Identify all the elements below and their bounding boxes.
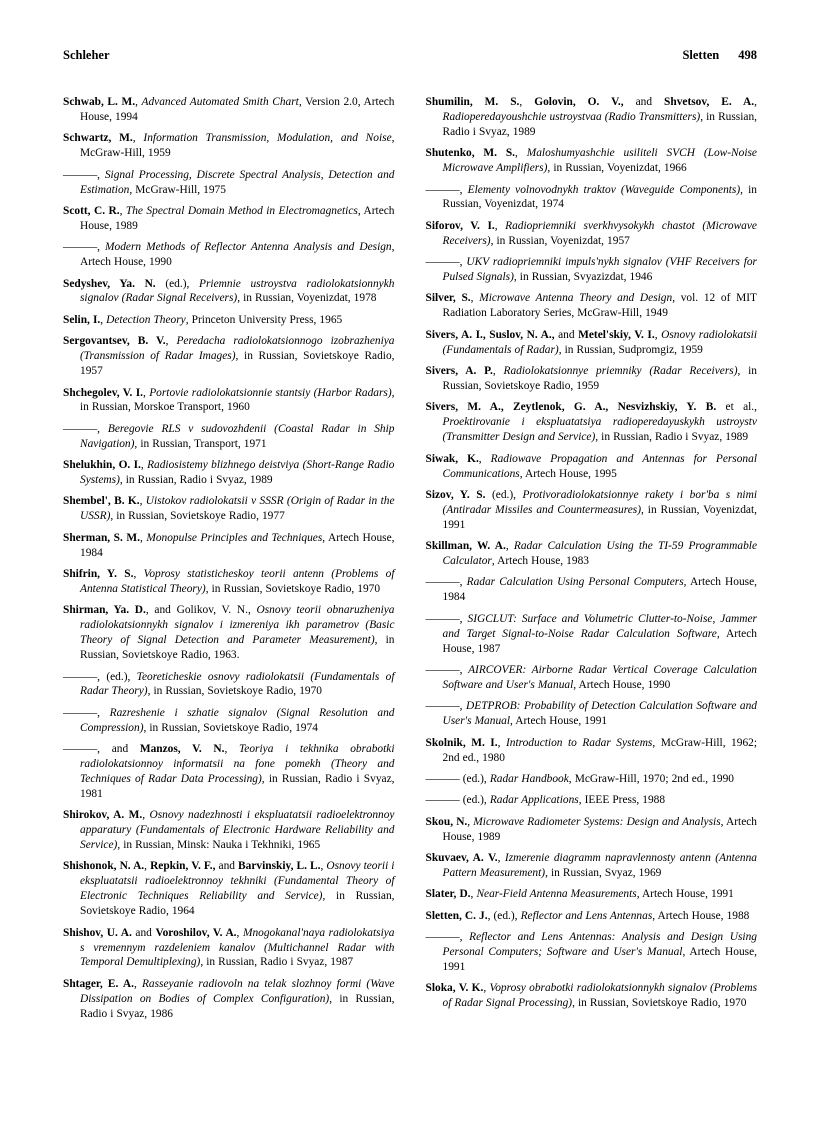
entry-segment: , <box>165 335 177 348</box>
entry-segment: ———, and <box>63 743 140 756</box>
bibliography-entry <box>426 95 758 140</box>
entry-segment: Repkin, V. F., <box>150 860 216 873</box>
bibliography-entry <box>63 531 395 561</box>
entry-segment: Signal Processing, Discrete Spectral Analysis, Detection and Estimation <box>80 168 395 196</box>
bibliography-entry <box>63 567 395 597</box>
entry-segment: Uistokov radiolokatsii v SSSR (Origin of Radar in the USSR) <box>80 495 395 523</box>
entry-segment: SIGCLUT: Surface and Volumetric Clutter-to-Noise, Jammer and Target Signal-to-Noise Radar Calculation Software <box>442 612 757 640</box>
entry-segment: Priemnie ustroystva radiolokatsionnykh signalov (Radar Signal Receivers) <box>80 277 395 305</box>
entry-segment: , in Russian, Voyenizdat, 1957 <box>490 234 630 247</box>
entry-segment: , in Russian, Sovietskoye Radio, 1970 <box>205 582 381 595</box>
entry-segment: , in Russian, Radio i Svyaz, 1989 <box>595 431 749 444</box>
entry-segment: , in Russian, Svyazizdat, 1946 <box>513 271 653 284</box>
running-header <box>63 48 757 62</box>
entry-segment: , in Russian, Svyaz, 1969 <box>545 866 662 879</box>
entry-segment: , Princeton University Press, 1965 <box>185 313 343 326</box>
entry-segment: Izmerenie diagramm napravlennosty antenn (Antenna Pattern Measurement) <box>442 852 757 879</box>
bibliography-entry <box>63 603 395 663</box>
entry-segment: Sedyshev, Ya. N. <box>63 277 156 290</box>
entry-segment: Microwave Radiometer Systems: Design and Analysis <box>473 815 721 828</box>
bibliography-entry <box>63 706 395 736</box>
bibliography-entry <box>426 772 758 787</box>
entry-segment: , in Russian, Sovietskoye Radio, 1974 <box>143 721 318 734</box>
page-number: 498 <box>738 48 757 62</box>
bibliography-entry <box>426 815 758 845</box>
entry-segment: Shelukhin, O. I. <box>63 459 141 472</box>
entry-segment: , <box>519 96 535 108</box>
bibliography-entry <box>426 364 758 394</box>
entry-segment: , in Russian, Sudpromgiz, 1959 <box>558 343 703 356</box>
entry-segment: AIRCOVER: Airborne Radar Vertical Coverage Calculation Software and User's Manual <box>442 664 757 691</box>
entry-segment: Skou, N. <box>425 815 468 828</box>
bibliography-columns <box>63 95 757 1028</box>
entry-segment: , IEEE Press, 1988 <box>578 794 666 807</box>
entry-segment: and <box>623 96 665 108</box>
bibliography-entry <box>426 612 758 657</box>
entry-segment: Radar Calculation Using Personal Computers <box>466 576 684 589</box>
bibliography-entry <box>63 859 395 919</box>
entry-segment: Shifrin, Y. S. <box>63 568 134 581</box>
bibliography-entry <box>63 422 395 452</box>
bibliography-entry <box>63 926 395 971</box>
entry-segment: ———, <box>425 576 467 589</box>
entry-segment: , Artech House, 1988 <box>652 909 750 922</box>
entry-segment: Barvinskiy, L. L. <box>238 860 321 873</box>
entry-segment: Radiosistemy blizhnego deistviya (Short-Range Radio Systems) <box>80 459 395 487</box>
entry-segment: Reflector and Lens Antennas <box>520 909 653 922</box>
entry-segment: , <box>470 888 477 901</box>
entry-segment: ———, <box>63 422 108 435</box>
entry-segment: , Artech House, 1991 <box>442 946 757 973</box>
entry-segment: Peredacha radiolokatsionnogo izobrazheniya (Transmission of Radar Images) <box>80 335 395 363</box>
entry-segment: , <box>139 495 146 508</box>
entry-segment: Skuvaev, A. V. <box>425 852 498 865</box>
entry-segment: ———, <box>425 700 467 713</box>
bibliography-entry <box>426 539 758 569</box>
entry-segment: , in Russian, Voyenizdat, 1978 <box>237 292 377 305</box>
bibliography-entry <box>426 663 758 693</box>
entry-segment: Sherman, S. M. <box>63 531 140 544</box>
entry-segment: , in Russian, Voyenizdat, 1991 <box>442 503 758 531</box>
entry-segment: (ed.), <box>155 277 200 290</box>
entry-segment: ———, <box>63 241 106 254</box>
entry-segment: , McGraw-Hill, 1962; 2nd ed., 1980 <box>442 736 758 764</box>
entry-segment: Siforov, V. I. <box>425 219 495 232</box>
entry-segment: Metel'skiy, V. I. <box>578 328 655 341</box>
entry-segment: , <box>497 852 505 865</box>
entry-segment: Skolnik, M. I. <box>425 736 498 749</box>
entry-segment: , <box>100 313 107 326</box>
bibliography-entry <box>63 168 395 198</box>
bibliography-entry <box>426 930 758 975</box>
bibliography-entry <box>63 131 395 161</box>
entry-segment: ———, <box>425 183 468 196</box>
entry-segment: Microwave Antenna Theory and Design <box>479 292 673 305</box>
bibliography-entry <box>426 981 758 1011</box>
entry-segment: , <box>133 977 142 990</box>
entry-segment: Shvetsov, E. A. <box>664 96 755 108</box>
entry-segment: Portovie radiolokatsionnie stantsiy (Harbor Radars) <box>149 386 392 399</box>
entry-segment: , <box>132 132 144 145</box>
entry-segment: Modern Methods of Reflector Antenna Analysis and Design <box>105 241 392 254</box>
entry-segment: Sloka, V. K. <box>425 982 484 995</box>
entry-segment: , <box>119 204 126 217</box>
entry-segment: , Artech House, 1989 <box>80 204 395 232</box>
entry-segment: Shtager, E. A. <box>63 977 134 990</box>
entry-segment: Near-Field Antenna Measurements <box>476 888 637 901</box>
entry-segment: , Artech House, 1984 <box>442 576 758 604</box>
bibliography-entry <box>63 494 395 524</box>
entry-segment: ———, <box>425 931 470 944</box>
entry-segment: Shishov, U. A. <box>63 926 132 939</box>
entry-segment: , <box>654 328 662 341</box>
entry-segment: , in Russian, Sovietskoye Radio, 1970 <box>572 997 747 1010</box>
header-author-left: Schleher <box>63 48 110 62</box>
entry-segment: and <box>131 926 156 939</box>
entry-segment: , in Russian, Sovietskoye Radio, 1964 <box>80 890 395 918</box>
entry-segment: , Artech House, 1995 <box>519 467 617 480</box>
bibliography-entry <box>426 909 758 924</box>
entry-segment: Sergovantsev, B. V. <box>63 335 166 348</box>
entry-segment: Proektirovanie i ekspluatatsiya radioperedayuskykh ustroystv (Transmitter Design and Service) <box>442 416 757 444</box>
entry-segment: , <box>320 860 327 873</box>
entry-segment: Shirman, Ya. D. <box>63 604 146 617</box>
bibliography-entry <box>426 328 758 358</box>
bibliography-entry <box>426 887 758 902</box>
entry-segment: Scott, C. R. <box>63 204 120 217</box>
entry-segment: DETPROB: Probability of Detection Calculation Software and User's Manual <box>442 700 757 728</box>
entry-segment: , in Russian, Voyenizdat, 1974 <box>442 183 757 211</box>
entry-segment: Skillman, W. A. <box>425 540 506 553</box>
column-right <box>426 95 758 1028</box>
entry-segment: , and Golikov, V. N., <box>145 604 257 617</box>
entry-segment: The Spectral Domain Method in Electromagnetics <box>125 204 358 217</box>
entry-segment: Siwak, K. <box>425 452 479 465</box>
entry-segment: , <box>492 365 504 378</box>
entry-segment: , (ed.), <box>487 909 521 922</box>
header-author-right: Sletten <box>682 48 720 62</box>
entry-segment: , Artech House, 1983 <box>491 555 589 568</box>
entry-segment: Maloshumyashchie usiliteli SVCH (Low-Noise Microwave Amplifiers) <box>442 147 757 175</box>
entry-segment: , in Russian, Sovietskoye Radio, 1970 <box>147 685 322 698</box>
entry-segment: Teoriya i tekhnika obrabotki radiolokatsionnoy informatsii na fone pomekh (Theory and Techniques of Radar Data Processing) <box>80 743 395 785</box>
entry-segment: , <box>494 219 506 232</box>
entry-segment: , <box>140 459 148 472</box>
entry-segment: , in Russian, Voyenizdat, 1966 <box>547 162 687 175</box>
entry-segment: Voprosy obrabotki radiolokatsionnykh signalov (Problems of Radar Signal Processing) <box>442 982 757 1010</box>
entry-segment: , <box>139 531 147 544</box>
entry-segment: Radar Applications <box>489 794 579 807</box>
entry-segment: , in Russian, Sovietskoye Radio, 1977 <box>110 510 285 523</box>
entry-segment: , Artech House, 1990 <box>573 678 671 691</box>
bibliography-entry <box>426 488 758 533</box>
entry-segment: Detection Theory <box>106 313 186 326</box>
entry-segment: ———, <box>425 256 467 269</box>
entry-segment: , Artech House, 1990 <box>80 241 395 269</box>
entry-segment: Shirokov, A. M. <box>63 809 143 822</box>
entry-segment: , <box>483 982 490 995</box>
entry-segment: , <box>224 743 240 756</box>
bibliography-entry <box>426 291 758 321</box>
entry-segment: Radiowave Propagation and Antennas for Personal Communications <box>442 452 757 480</box>
entry-segment: , <box>142 809 150 822</box>
entry-segment: Radiolokatsionnye priemniky (Radar Receivers) <box>503 365 738 378</box>
entry-segment: Slater, D. <box>425 888 471 901</box>
entry-segment: , McGraw-Hill, 1970; 2nd ed., 1990 <box>568 772 734 785</box>
entry-segment: Sletten, C. J. <box>425 909 488 922</box>
entry-segment: , in Russian, Radio i Svyaz, 1989 <box>119 474 273 487</box>
entry-segment: Shumilin, M. S. <box>425 96 520 108</box>
entry-segment: Radar Handbook <box>489 772 569 785</box>
bibliography-entry <box>426 183 758 213</box>
entry-segment: Voroshilov, V. A. <box>155 926 237 939</box>
bibliography-entry <box>63 458 395 488</box>
entry-segment: Version 2.0, Artech House, 1994 <box>80 96 395 123</box>
entry-segment: , in Russian, Radio i Svyaz, 1987 <box>200 956 354 969</box>
entry-segment: , <box>470 292 480 305</box>
bibliography-entry <box>63 277 395 307</box>
column-left <box>63 95 395 1028</box>
entry-segment: , Artech House, 1984 <box>80 531 395 559</box>
bibliography-entry <box>426 400 758 445</box>
entry-segment: , in Russian, Sovietskoye Radio, 1959 <box>442 365 757 392</box>
header-right-group <box>682 48 757 62</box>
bibliography-entry <box>63 313 395 328</box>
entry-segment: ———, <box>63 168 105 181</box>
entry-segment: , in Russian, Morskoe Transport, 1960 <box>80 386 395 414</box>
entry-segment: Sivers, A. P. <box>425 365 493 378</box>
bibliography-entry <box>63 386 395 416</box>
bibliography-entry <box>426 736 758 766</box>
entry-segment: ——— (ed.), <box>425 794 490 807</box>
entry-segment: Golovin, O. V., <box>534 96 624 108</box>
entry-segment: , McGraw-Hill, 1975 <box>129 183 226 196</box>
entry-segment: (ed.), <box>485 488 523 501</box>
entry-segment: Introduction to Radar Systems <box>505 736 653 749</box>
bibliography-entry <box>63 240 395 270</box>
entry-segment: , <box>143 386 150 399</box>
entry-segment: Beregovie RLS v sudovozhdenii (Coastal Radar in Ship Navigation) <box>80 422 395 450</box>
entry-segment: , in Russian, Sovietskoye Radio, 1957 <box>80 350 395 378</box>
entry-segment: Radiopriemniki sverkhvysokykh chastot (Microwave Receivers) <box>442 219 757 247</box>
bibliography-entry <box>63 334 395 379</box>
entry-segment: Osnovy teorii i ekspluatatsii radioelektronnoy tekhniki (Fundamental Theory of Electronic Techniques Reliability and Service) <box>80 860 395 903</box>
bibliography-entry <box>426 575 758 605</box>
entry-segment: , in Russian, Transport, 1971 <box>134 437 267 450</box>
entry-segment: Schwartz, M. <box>63 132 133 145</box>
bibliography-entry <box>426 255 758 285</box>
bibliography-entry <box>426 452 758 482</box>
entry-segment: , <box>497 736 506 749</box>
entry-segment: , <box>467 815 474 828</box>
entry-segment: Shutenko, M. S. <box>425 147 516 160</box>
entry-segment: Advanced Automated Smith Chart, <box>141 96 302 108</box>
entry-segment: Schwab, L. M. <box>63 96 136 108</box>
entry-segment: ——— (ed.), <box>425 772 490 785</box>
entry-segment: , Artech House, 1991 <box>636 888 734 901</box>
bibliography-entry <box>426 146 758 176</box>
entry-segment: , <box>236 926 243 939</box>
entry-segment: Silver, S. <box>425 292 471 305</box>
entry-segment: Radar Calculation Using the TI-59 Programmable Calculator <box>442 540 757 568</box>
entry-segment: , vol. 12 of MIT Radiation Laboratory Series, McGraw-Hill, 1949 <box>442 292 757 320</box>
entry-segment: and <box>554 328 579 341</box>
entry-segment: Sivers, A. I., Suslov, N. A., <box>425 328 555 341</box>
entry-segment: Shchegolev, V. I. <box>63 386 143 399</box>
entry-segment: , McGraw-Hill, 1959 <box>80 132 395 160</box>
entry-segment: , <box>133 568 144 581</box>
entry-segment: Elementy volnovodnykh traktov (Waveguide Components) <box>467 183 741 196</box>
entry-segment: , in Russian, Sovietskoye Radio, 1963. <box>80 634 395 662</box>
bibliography-entry <box>63 204 395 234</box>
entry-segment: Information Transmission, Modulation, and Noise <box>143 132 392 145</box>
entry-segment: Sizov, Y. S. <box>425 488 486 501</box>
entry-segment: , <box>135 96 142 108</box>
entry-segment: ———, <box>63 706 110 719</box>
bibliography-entry <box>426 219 758 249</box>
entry-segment: Teoreticheskie osnovy radiolokatsii (Fundamentals of Radar Theory) <box>80 670 395 698</box>
entry-segment: ———, <box>425 664 469 676</box>
entry-segment: , in Russian, Radio i Svyaz, 1989 <box>442 110 757 138</box>
bibliography-entry <box>63 670 395 700</box>
bibliography-entry <box>426 699 758 729</box>
entry-segment: , <box>144 860 151 873</box>
entry-segment: Osnovy radiolokatsii (Fundamentals of Radar) <box>442 328 758 356</box>
entry-segment: , in Russian, Minsk: Nauka i Tekhniki, 1965 <box>117 839 321 852</box>
entry-segment: Voprosy statisticheskoy teorii antenn (Problems of Antenna Statistical Theory) <box>80 568 395 595</box>
entry-segment: Radioperedayoushchie ustroystvaa (Radio Transmitters) <box>442 110 701 123</box>
entry-segment: , <box>515 147 527 160</box>
bibliography-entry <box>426 793 758 808</box>
bibliography-entry <box>426 851 758 881</box>
entry-segment: , Artech House, 1991 <box>510 715 608 728</box>
entry-segment: , <box>754 96 757 108</box>
entry-segment: Reflector and Lens Antennas: Analysis and Design Using Personal Computers; Software and User's Manual <box>442 931 757 959</box>
entry-segment: , Artech House, 1987 <box>442 627 757 655</box>
entry-segment: , in Russian, Radio i Svyaz, 1981 <box>80 772 395 800</box>
entry-segment: , <box>505 540 514 553</box>
bibliography-entry <box>63 808 395 853</box>
entry-segment: , Artech House, 1989 <box>442 815 758 843</box>
entry-segment: Shembel', B. K. <box>63 495 140 508</box>
entry-segment: Protivoradiolokatsionnye rakety i bor'ba s nimi (Antiradar Missiles and Countermeasures) <box>442 488 757 516</box>
entry-segment: et al., <box>716 401 757 414</box>
entry-segment: ———, (ed.), <box>63 670 137 683</box>
entry-segment: Monopulse Principles and Techniques <box>146 531 323 544</box>
entry-segment: Mnogokanal'naya radiolokatsiya s vremennym razdeleniem kanalov (Multichannel Radar with Temporal Demultiplexing) <box>80 926 395 969</box>
entry-segment: Selin, I. <box>63 313 101 326</box>
bibliography-entry <box>63 742 395 802</box>
entry-segment: ———, <box>425 612 468 625</box>
entry-segment: Osnovy nadezhnosti i ekspluatatsii radioelektronnoy apparatury (Fundamentals of Electronic Hardware Reliability and Service) <box>80 809 395 852</box>
entry-segment: , in Russian, Radio i Svyaz, 1986 <box>80 992 395 1020</box>
entry-segment: Osnovy teorii obnaruzheniya radiolokatsionnykh signalov i izmereniya ikh parametrov (Basic Theory of Signal Detection and Parameter Measurement) <box>80 604 395 647</box>
entry-segment: Rasseyanie radiovoln na telak slozhnoy formi (Wave Dissipation on Bodies of Complex Configuration) <box>80 977 395 1005</box>
entry-segment: Razreshenie i szhatie signalov (Signal Resolution and Compression) <box>80 706 395 734</box>
bibliography-entry <box>63 977 395 1022</box>
entry-segment: , <box>478 452 491 465</box>
entry-segment: Manzos, V. N. <box>139 743 225 756</box>
bibliography-entry <box>63 95 395 125</box>
entry-segment: Shishonok, N. A. <box>63 860 145 873</box>
entry-segment: UKV radiopriemniki impuls'nykh signalov (VHF Receivers for Pulsed Signals) <box>442 256 757 284</box>
entry-segment: and <box>215 860 239 873</box>
entry-segment: Sivers, M. A., Zeytlenok, G. A., Nesvizhskiy, Y. B. <box>425 401 717 414</box>
